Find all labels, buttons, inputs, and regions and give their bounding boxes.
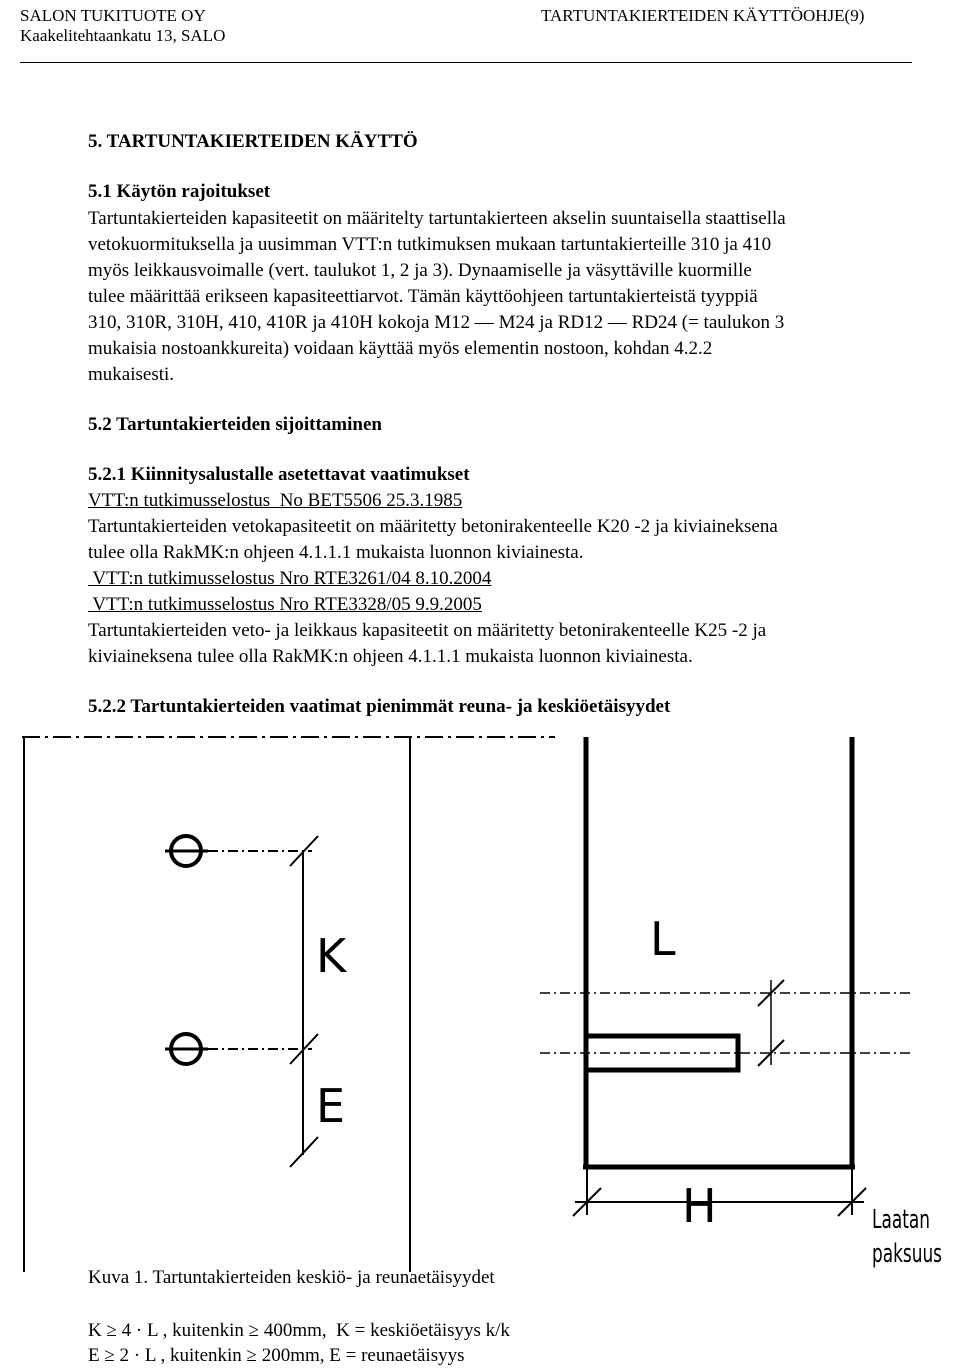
header-address: Kaakelitehtaankatu 13, SALO bbox=[20, 26, 226, 45]
section-5-2-2-title: 5.2.2 Tartuntakierteiden vaatimat pienimmät reuna- ja keskiöetäisyydet bbox=[88, 696, 671, 717]
section-5-title: 5. TARTUNTAKIERTEIDEN KÄYTTÖ bbox=[88, 131, 418, 152]
label-h: H bbox=[682, 1179, 717, 1233]
p2-line-1: Tartuntakierteiden veto- ja leikkaus kapasiteetit on määritetty betonirakenteelle K25 -2 ja bbox=[88, 620, 767, 641]
section-5-2-title: 5.2 Tartuntakierteiden sijoittaminen bbox=[88, 414, 382, 435]
s51-line-6: mukaisia nostoankkureita) voidaan käyttää myös elementin nostoon, kohdan 4.2.2 bbox=[88, 338, 713, 359]
label-slab-thickness-1: Laatan bbox=[872, 1205, 930, 1235]
p2-line-2: kiviaineksena tulee olla RakMK:n ohjeen 4.1.1.1 mukaista luonnon kiviainesta. bbox=[88, 646, 693, 667]
formula-e: E ≥ 2 · L , kuitenkin ≥ 200mm, E = reunaetäisyys bbox=[88, 1345, 465, 1366]
s51-line-5: 310, 310R, 310H, 410, 410R ja 410H kokoja M12 — M24 ja RD12 — RD24 (= taulukon 3 bbox=[88, 312, 785, 333]
s51-line-3: myös leikkausvoimalle (vert. taulukot 1, 2 ja 3). Dynaamiselle ja väsyttäville kuormille bbox=[88, 260, 752, 281]
label-l: L bbox=[650, 912, 676, 966]
label-k: K bbox=[316, 929, 347, 983]
plan-view bbox=[22, 737, 555, 1272]
p1-line-1: Tartuntakierteiden vetokapasiteetit on määritetty betonirakenteelle K20 -2 ja kiviaineksena bbox=[88, 516, 778, 537]
p1-line-2: tulee olla RakMK:n ohjeen 4.1.1.1 mukaista luonnon kiviainesta. bbox=[88, 542, 584, 563]
reference-1: VTT:n tutkimusselostus No BET5506 25.3.1985 bbox=[88, 490, 463, 511]
s51-line-4: tulee määrittää erikseen kapasiteettiarvot. Tämän käyttöohjeen tartuntakierteistä tyyppiä bbox=[88, 286, 758, 307]
s51-line-2: vetokuormituksella ja uusimman VTT:n tutkimuksen mukaan tartuntakierteille 310 ja 410 bbox=[88, 234, 772, 255]
header-company: SALON TUKITUOTE OY bbox=[20, 6, 206, 25]
section-view bbox=[540, 737, 912, 1216]
header-doc-title: TARTUNTAKIERTEIDEN KÄYTTÖOHJE(9) bbox=[541, 6, 865, 25]
reference-3: VTT:n tutkimusselostus Nro RTE3328/05 9.9.2005 bbox=[88, 594, 482, 615]
s51-line-1: Tartuntakierteiden kapasiteetit on määritelty tartuntakierteen akselin suuntaisella staattisella bbox=[88, 208, 786, 229]
s51-line-7: mukaisesti. bbox=[88, 364, 175, 385]
formula-k: K ≥ 4 · L , kuitenkin ≥ 400mm, K = keskiöetäisyys k/k bbox=[88, 1320, 510, 1341]
figure-caption: Kuva 1. Tartuntakierteiden keskiö- ja reunaetäisyydet bbox=[88, 1267, 495, 1288]
reference-2: VTT:n tutkimusselostus Nro RTE3261/04 8.10.2004 bbox=[88, 568, 492, 589]
section-5-2-1-title: 5.2.1 Kiinnitysalustalle asetettavat vaatimukset bbox=[88, 464, 470, 485]
label-e: E bbox=[316, 1079, 346, 1133]
section-5-1-title: 5.1 Käytön rajoitukset bbox=[88, 181, 271, 202]
label-slab-thickness-2: paksuus bbox=[872, 1239, 942, 1269]
